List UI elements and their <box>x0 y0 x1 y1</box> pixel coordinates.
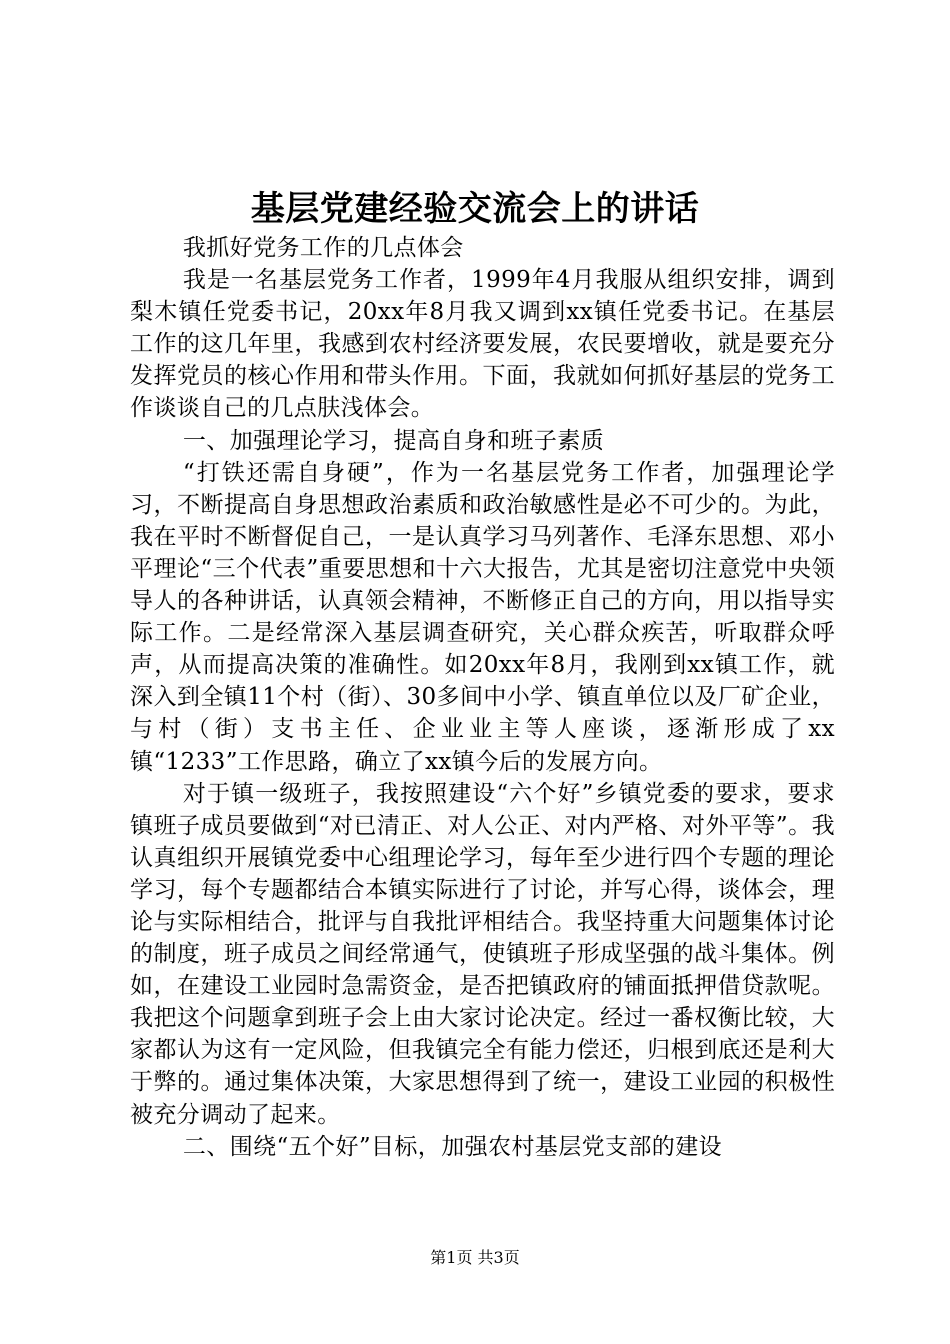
section-heading-2: 二、围绕“五个好”目标，加强农村基层党支部的建设 <box>182 1133 723 1160</box>
body-paragraph: 对于镇一级班子，我按照建设“六个好”乡镇党委的要求，要求镇班子成员要做到“对已清正、对人公正、对内严格、对外平等”。我认真组织开展镇党委中心组理论学习，每年至少进行四个专题的理论学习，每个专题都结合本镇实际进行了讨论，并写心得，谈体会，理论与实际相结合，批评与自我批评相结合。我坚持重大问题集体讨论的制度，班子成员之间经常通气，使镇班子形成坚强的战斗集体。例如，在建设工业园时急需资金，是否把镇政府的铺面抵押借贷款呢。我把这个问题拿到班子会上由大家讨论决定。经过一番权衡比较，大家都认为这有一定风险，但我镇完全有能力偿还，归根到底还是利大于弊的。通过集体决策，大家思想得到了统一，建设工业园的积极性被充分调动了起来。 <box>130 780 835 1128</box>
document-title: 基层党建经验交流会上的讲话 <box>250 189 700 229</box>
subtitle-paragraph: 我抓好党务工作的几点体会 <box>182 235 464 261</box>
document-body <box>130 232 835 1163</box>
page-footer: 第1页 共3页 <box>430 1248 520 1267</box>
section-heading-1: 一、加强理论学习，提高自身和班子素质 <box>182 427 605 454</box>
intro-paragraph: 我是一名基层党务工作者，1999年4月我服从组织安排，调到梨木镇任党委书记，20xx年8月我又调到xx镇任党委书记。在基层工作的这几年里，我感到农村经济要发展，农民要增收，就是要充分发挥党员的核心作用和带头作用。下面，我就如何抓好基层的党务工作谈谈自己的几点肤浅体会。 <box>130 267 835 422</box>
body-paragraph: “打铁还需自身硬”，作为一名基层党务工作者，加强理论学习，不断提高自身思想政治素质和政治敏感性是必不可少的。为此，我在平时不断督促自己，一是认真学习马列著作、毛泽东思想、邓小平理论“三个代表”重要思想和十六大报告，尤其是密切注意党中央领导人的各种讲话，认真领会精神，不断修正自己的方向，用以指导实际工作。二是经常深入基层调查研究，关心群众疾苦，听取群众呼声，从而提高决策的准确性。如20xx年8月，我刚到xx镇工作，就深入到全镇11个村（街）、30多间中小学、镇直单位以及厂矿企业，与村（街）支书主任、企业业主等人座谈，逐渐形成了xx镇“1233”工作思路，确立了xx镇今后的发展方向。 <box>130 459 835 775</box>
